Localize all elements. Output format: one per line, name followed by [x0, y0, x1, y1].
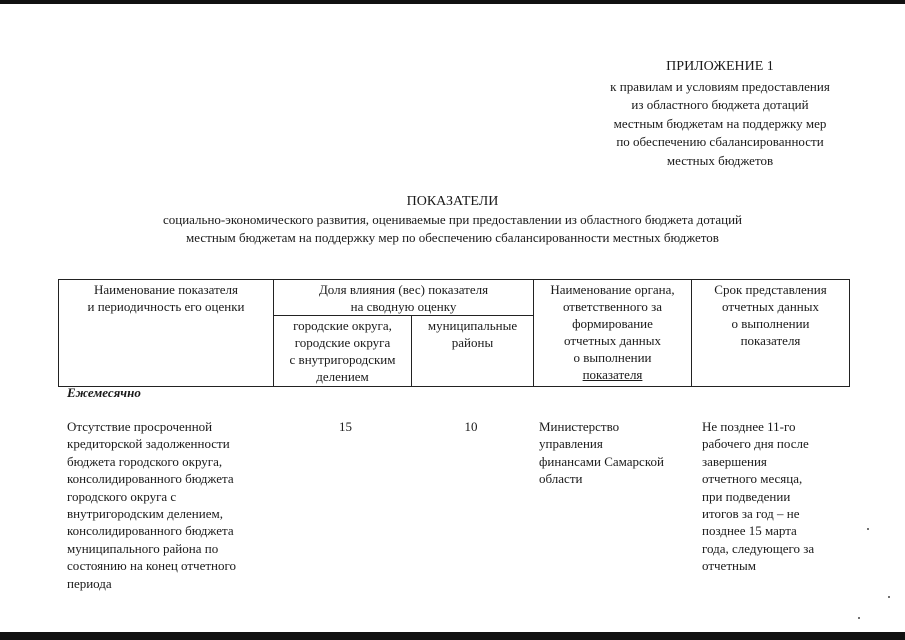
header-urban-districts	[274, 316, 412, 387]
cell-text-line: периода	[67, 575, 112, 591]
header-text-line: Наименование показателя	[93, 282, 239, 297]
appendix-block	[560, 58, 880, 170]
header-text-line: ответственного за	[562, 299, 663, 314]
cell-text-line: позднее 15 марта	[702, 523, 797, 539]
cell-text-line: при подведении	[702, 488, 791, 504]
header-text-line: городские округа	[294, 335, 391, 350]
row-deadline	[702, 418, 852, 575]
row-weight-urban: 15	[339, 419, 352, 434]
row-indicator-name	[67, 418, 277, 592]
scan-top-border	[0, 0, 905, 4]
heading-line: социально-экономического развития, оцениваемые при предоставлении из областного бюджета дотаций	[162, 212, 743, 227]
document-heading	[0, 193, 905, 247]
cell-text-line: консолидированного бюджета	[67, 471, 234, 487]
cell-text-line: итогов за год – не	[702, 506, 800, 522]
appendix-line: местным бюджетам на поддержку мер	[613, 115, 827, 131]
heading-title: ПОКАЗАТЕЛИ	[406, 194, 499, 209]
header-municipal-districts	[412, 316, 534, 387]
cell-text-line: рабочего дня после	[702, 436, 809, 452]
header-text-line: на сводную оценку	[350, 299, 457, 314]
header-text-line: и периодичность его оценки	[87, 299, 245, 314]
cell-text-line: финансами Самарской	[539, 453, 664, 469]
header-text-line: городские округа,	[293, 318, 392, 333]
header-text-line: районы	[451, 335, 494, 350]
header-indicator-name	[59, 280, 274, 387]
header-text-line: Доля влияния (вес) показателя	[318, 282, 489, 297]
header-text-line: делением	[316, 369, 369, 384]
appendix-line: местных бюджетов	[666, 152, 774, 168]
cell-text-line: городского округа с	[67, 488, 177, 504]
header-weight-group	[274, 280, 534, 316]
cell-text-line: отчетного месяца,	[702, 471, 803, 487]
cell-text-line: бюджета городского округа,	[67, 453, 223, 469]
indicators-table	[58, 279, 850, 387]
row-weight-municipal: 10	[464, 419, 478, 434]
cell-text-line: управления	[539, 436, 603, 452]
cell-text-line: Отсутствие просроченной	[67, 419, 213, 434]
header-text-line: о выполнении	[573, 350, 652, 365]
section-label-monthly: Ежемесячно	[67, 385, 141, 400]
cell-text-line: консолидированного бюджета	[67, 523, 234, 539]
header-text-line: формирование	[572, 316, 653, 331]
scan-speck	[888, 596, 890, 598]
appendix-line: к правилам и условиям предоставления	[610, 78, 830, 94]
appendix-title: ПРИЛОЖЕНИЕ 1	[666, 59, 774, 74]
header-text-line: о выполнении	[731, 316, 810, 331]
header-text-line: Наименование органа,	[550, 282, 675, 297]
header-text-line: муниципальные	[427, 318, 518, 333]
header-text-line: Срок представления	[714, 282, 827, 297]
header-text-line: показателя	[582, 367, 643, 382]
heading-line: местным бюджетам на поддержку мер по обеспечению сбалансированности местных бюджетов	[186, 230, 719, 245]
scan-speck	[867, 528, 869, 530]
row-responsible-body	[539, 418, 695, 488]
cell-text-line: Не позднее 11-го	[702, 419, 796, 434]
cell-text-line: состоянию на конец отчетного	[67, 558, 237, 574]
cell-text-line: муниципального района по	[67, 540, 219, 556]
cell-text-line: Министерство	[539, 419, 620, 434]
cell-text-line: завершения	[702, 453, 767, 469]
cell-text-line: внутригородским делением,	[67, 506, 223, 522]
cell-text-line: кредиторской задолженности	[67, 436, 230, 452]
header-text-line: отчетных данных	[564, 333, 661, 348]
header-text-line: отчетных данных	[722, 299, 819, 314]
header-text-line: показателя	[740, 333, 801, 348]
cell-text-line: года, следующего за	[702, 540, 815, 556]
cell-text-line: области	[539, 471, 583, 487]
cell-text-line: отчетным	[702, 558, 756, 574]
header-deadline	[692, 280, 850, 387]
header-text-line: с внутригородским	[289, 352, 396, 367]
header-responsible-body	[534, 280, 692, 387]
appendix-line: по обеспечению сбалансированности	[616, 134, 824, 149]
scan-bottom-border	[0, 632, 905, 640]
appendix-line: из областного бюджета дотаций	[631, 97, 809, 112]
scan-speck	[858, 617, 860, 619]
